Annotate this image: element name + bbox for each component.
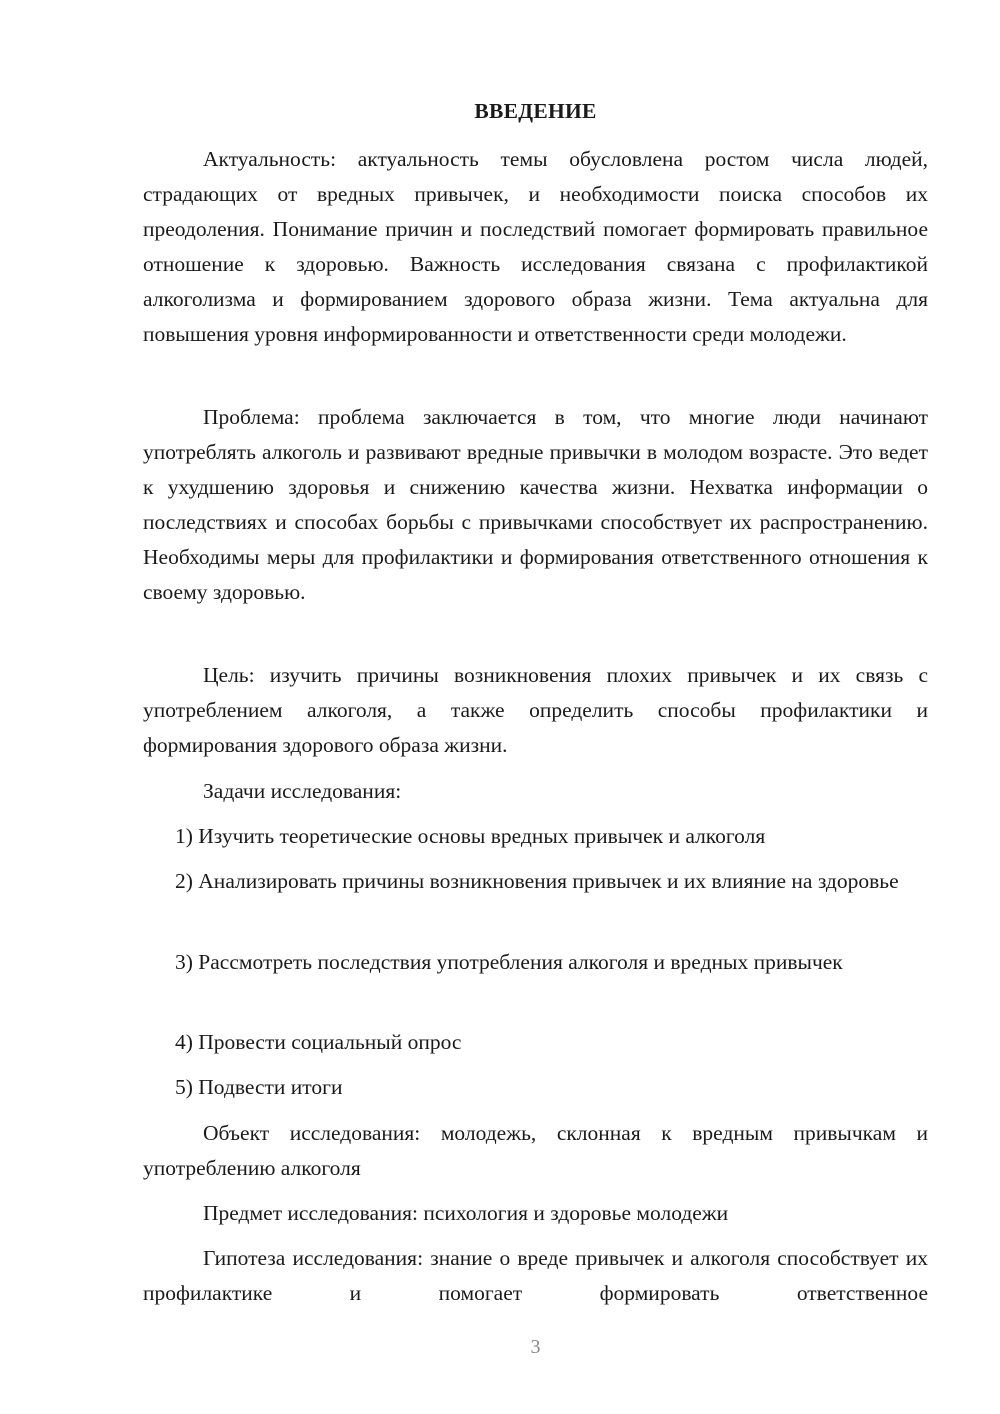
paragraph-problem: Проблема: проблема заключается в том, что многие люди начинают употреблять алкоголь и развивают вредные привычки в молодом возрасте. Это ведет к ухудшению здоровья и снижению качества жизни. Нехватка информации о последствиях и способах борьбы с привычками способствует их распространению. Необходимы меры для профилактики и формирования ответственного отношения к своему здоровью. bbox=[143, 405, 928, 604]
task-item-2: 2) Анализировать причины возникновения привычек и их влияние на здоровье bbox=[175, 869, 899, 893]
page-title: ВВЕДЕНИЕ bbox=[474, 99, 597, 123]
task-item-5: 5) Подвести итоги bbox=[175, 1075, 343, 1099]
task-item-3: 3) Рассмотреть последствия употребления алкоголя и вредных привычек bbox=[175, 950, 843, 974]
tasks-heading: Задачи исследования: bbox=[203, 779, 402, 803]
page-number: 3 bbox=[530, 1336, 541, 1358]
paragraph-relevance: Актуальность: актуальность темы обусловлена ростом числа людей, страдающих от вредных привычек, и необходимости поиска способов их преодоления. Понимание причин и последствий помогает формировать правильное отношение к здоровью. Важность исследования связана с профилактикой алкоголизма и формированием здорового образа жизни. Тема актуальна для повышения уровня информированности и ответственности среди молодежи. bbox=[143, 147, 928, 346]
paragraph-object: Объект исследования: молодежь, склонная к вредным привычкам и употреблению алкоголя bbox=[143, 1121, 928, 1180]
paragraph-goal: Цель: изучить причины возникновения плохих привычек и их связь с употреблением алкоголя, а также определить способы профилактики и формирования здорового образа жизни. bbox=[143, 663, 928, 757]
task-item-1: 1) Изучить теоретические основы вредных привычек и алкоголя bbox=[175, 824, 766, 848]
paragraph-subject: Предмет исследования: психология и здоровье молодежи bbox=[203, 1201, 729, 1225]
task-item-4: 4) Провести социальный опрос bbox=[175, 1030, 462, 1054]
paragraph-hypothesis: Гипотеза исследования: знание о вреде привычек и алкоголя способствует их профилактике и помогает формировать ответственное bbox=[143, 1246, 928, 1305]
